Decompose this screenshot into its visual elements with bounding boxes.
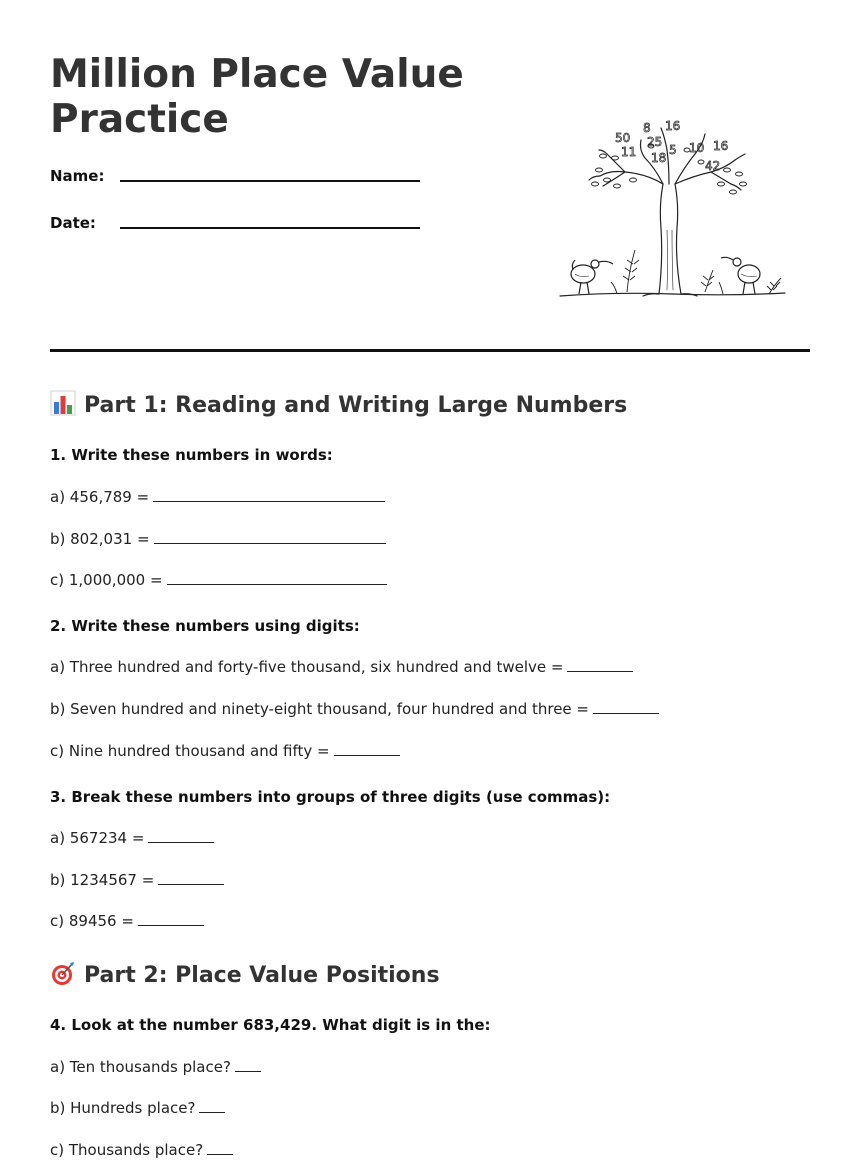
title-line-2: Practice bbox=[50, 97, 229, 142]
question-4a: a) Ten thousands place? bbox=[50, 1057, 261, 1077]
question-4b: b) Hundreds place? bbox=[50, 1098, 225, 1118]
name-line[interactable] bbox=[120, 180, 420, 182]
tree-number: 16 bbox=[713, 139, 729, 153]
answer-blank[interactable] bbox=[207, 1140, 233, 1155]
question-4-prompt: 4. Look at the number 683,429. What digit is in the: bbox=[50, 1016, 491, 1034]
question-3a: a) 567234 = bbox=[50, 828, 214, 848]
part-1-heading-text: Part 1: Reading and Writing Large Numbers bbox=[84, 393, 628, 418]
answer-blank[interactable] bbox=[167, 570, 387, 585]
tree-number: 10 bbox=[689, 141, 705, 155]
question-1a: a) 456,789 = bbox=[50, 487, 385, 507]
question-1b: b) 802,031 = bbox=[50, 529, 386, 549]
tree-number: 16 bbox=[665, 119, 681, 133]
answer-blank[interactable] bbox=[199, 1098, 225, 1113]
date-label: Date: bbox=[50, 214, 96, 232]
answer-blank[interactable] bbox=[593, 699, 659, 714]
title-line-1: Million Place Value bbox=[50, 52, 464, 97]
answer-blank[interactable] bbox=[334, 741, 400, 756]
answer-blank[interactable] bbox=[158, 870, 224, 885]
bar-chart-icon bbox=[50, 390, 76, 416]
tree-number: 18 bbox=[651, 151, 667, 165]
part-2-heading-text: Part 2: Place Value Positions bbox=[84, 963, 440, 988]
question-2b: b) Seven hundred and ninety-eight thousand, four hundred and three = bbox=[50, 699, 659, 719]
date-line[interactable] bbox=[120, 227, 420, 229]
name-field[interactable] bbox=[50, 166, 420, 190]
kiwi-bird-icon bbox=[721, 257, 760, 294]
question-1-prompt: 1. Write these numbers in words: bbox=[50, 446, 333, 464]
tree-with-numbers-and-kiwi-birds-illustration bbox=[555, 110, 790, 302]
date-field[interactable] bbox=[50, 213, 420, 237]
part-2-heading bbox=[50, 960, 440, 990]
question-1c: c) 1,000,000 = bbox=[50, 570, 387, 590]
answer-blank[interactable] bbox=[567, 657, 633, 672]
question-4c: c) Thousands place? bbox=[50, 1140, 233, 1160]
section-divider bbox=[50, 349, 810, 352]
kiwi-bird-icon bbox=[571, 260, 613, 294]
question-3b: b) 1234567 = bbox=[50, 870, 224, 890]
answer-blank[interactable] bbox=[235, 1057, 261, 1072]
answer-blank[interactable] bbox=[153, 487, 385, 502]
question-3-prompt: 3. Break these numbers into groups of three digits (use commas): bbox=[50, 788, 611, 806]
page-title bbox=[50, 52, 470, 142]
answer-blank[interactable] bbox=[148, 828, 214, 843]
answer-blank[interactable] bbox=[154, 529, 386, 544]
tree-number: 50 bbox=[615, 131, 631, 145]
part-1-heading bbox=[50, 390, 627, 420]
question-2c: c) Nine hundred thousand and fifty = bbox=[50, 741, 400, 761]
question-2a: a) Three hundred and forty-five thousand, six hundred and twelve = bbox=[50, 657, 633, 677]
name-label: Name: bbox=[50, 167, 105, 185]
tree-number: 25 bbox=[647, 135, 663, 149]
tree-number: 5 bbox=[669, 143, 677, 157]
tree-number: 11 bbox=[621, 145, 637, 159]
question-2-prompt: 2. Write these numbers using digits: bbox=[50, 617, 360, 635]
target-icon bbox=[50, 960, 76, 986]
question-3c: c) 89456 = bbox=[50, 911, 204, 931]
answer-blank[interactable] bbox=[138, 911, 204, 926]
tree-number: 42 bbox=[705, 159, 721, 173]
tree-number: 8 bbox=[643, 121, 651, 135]
